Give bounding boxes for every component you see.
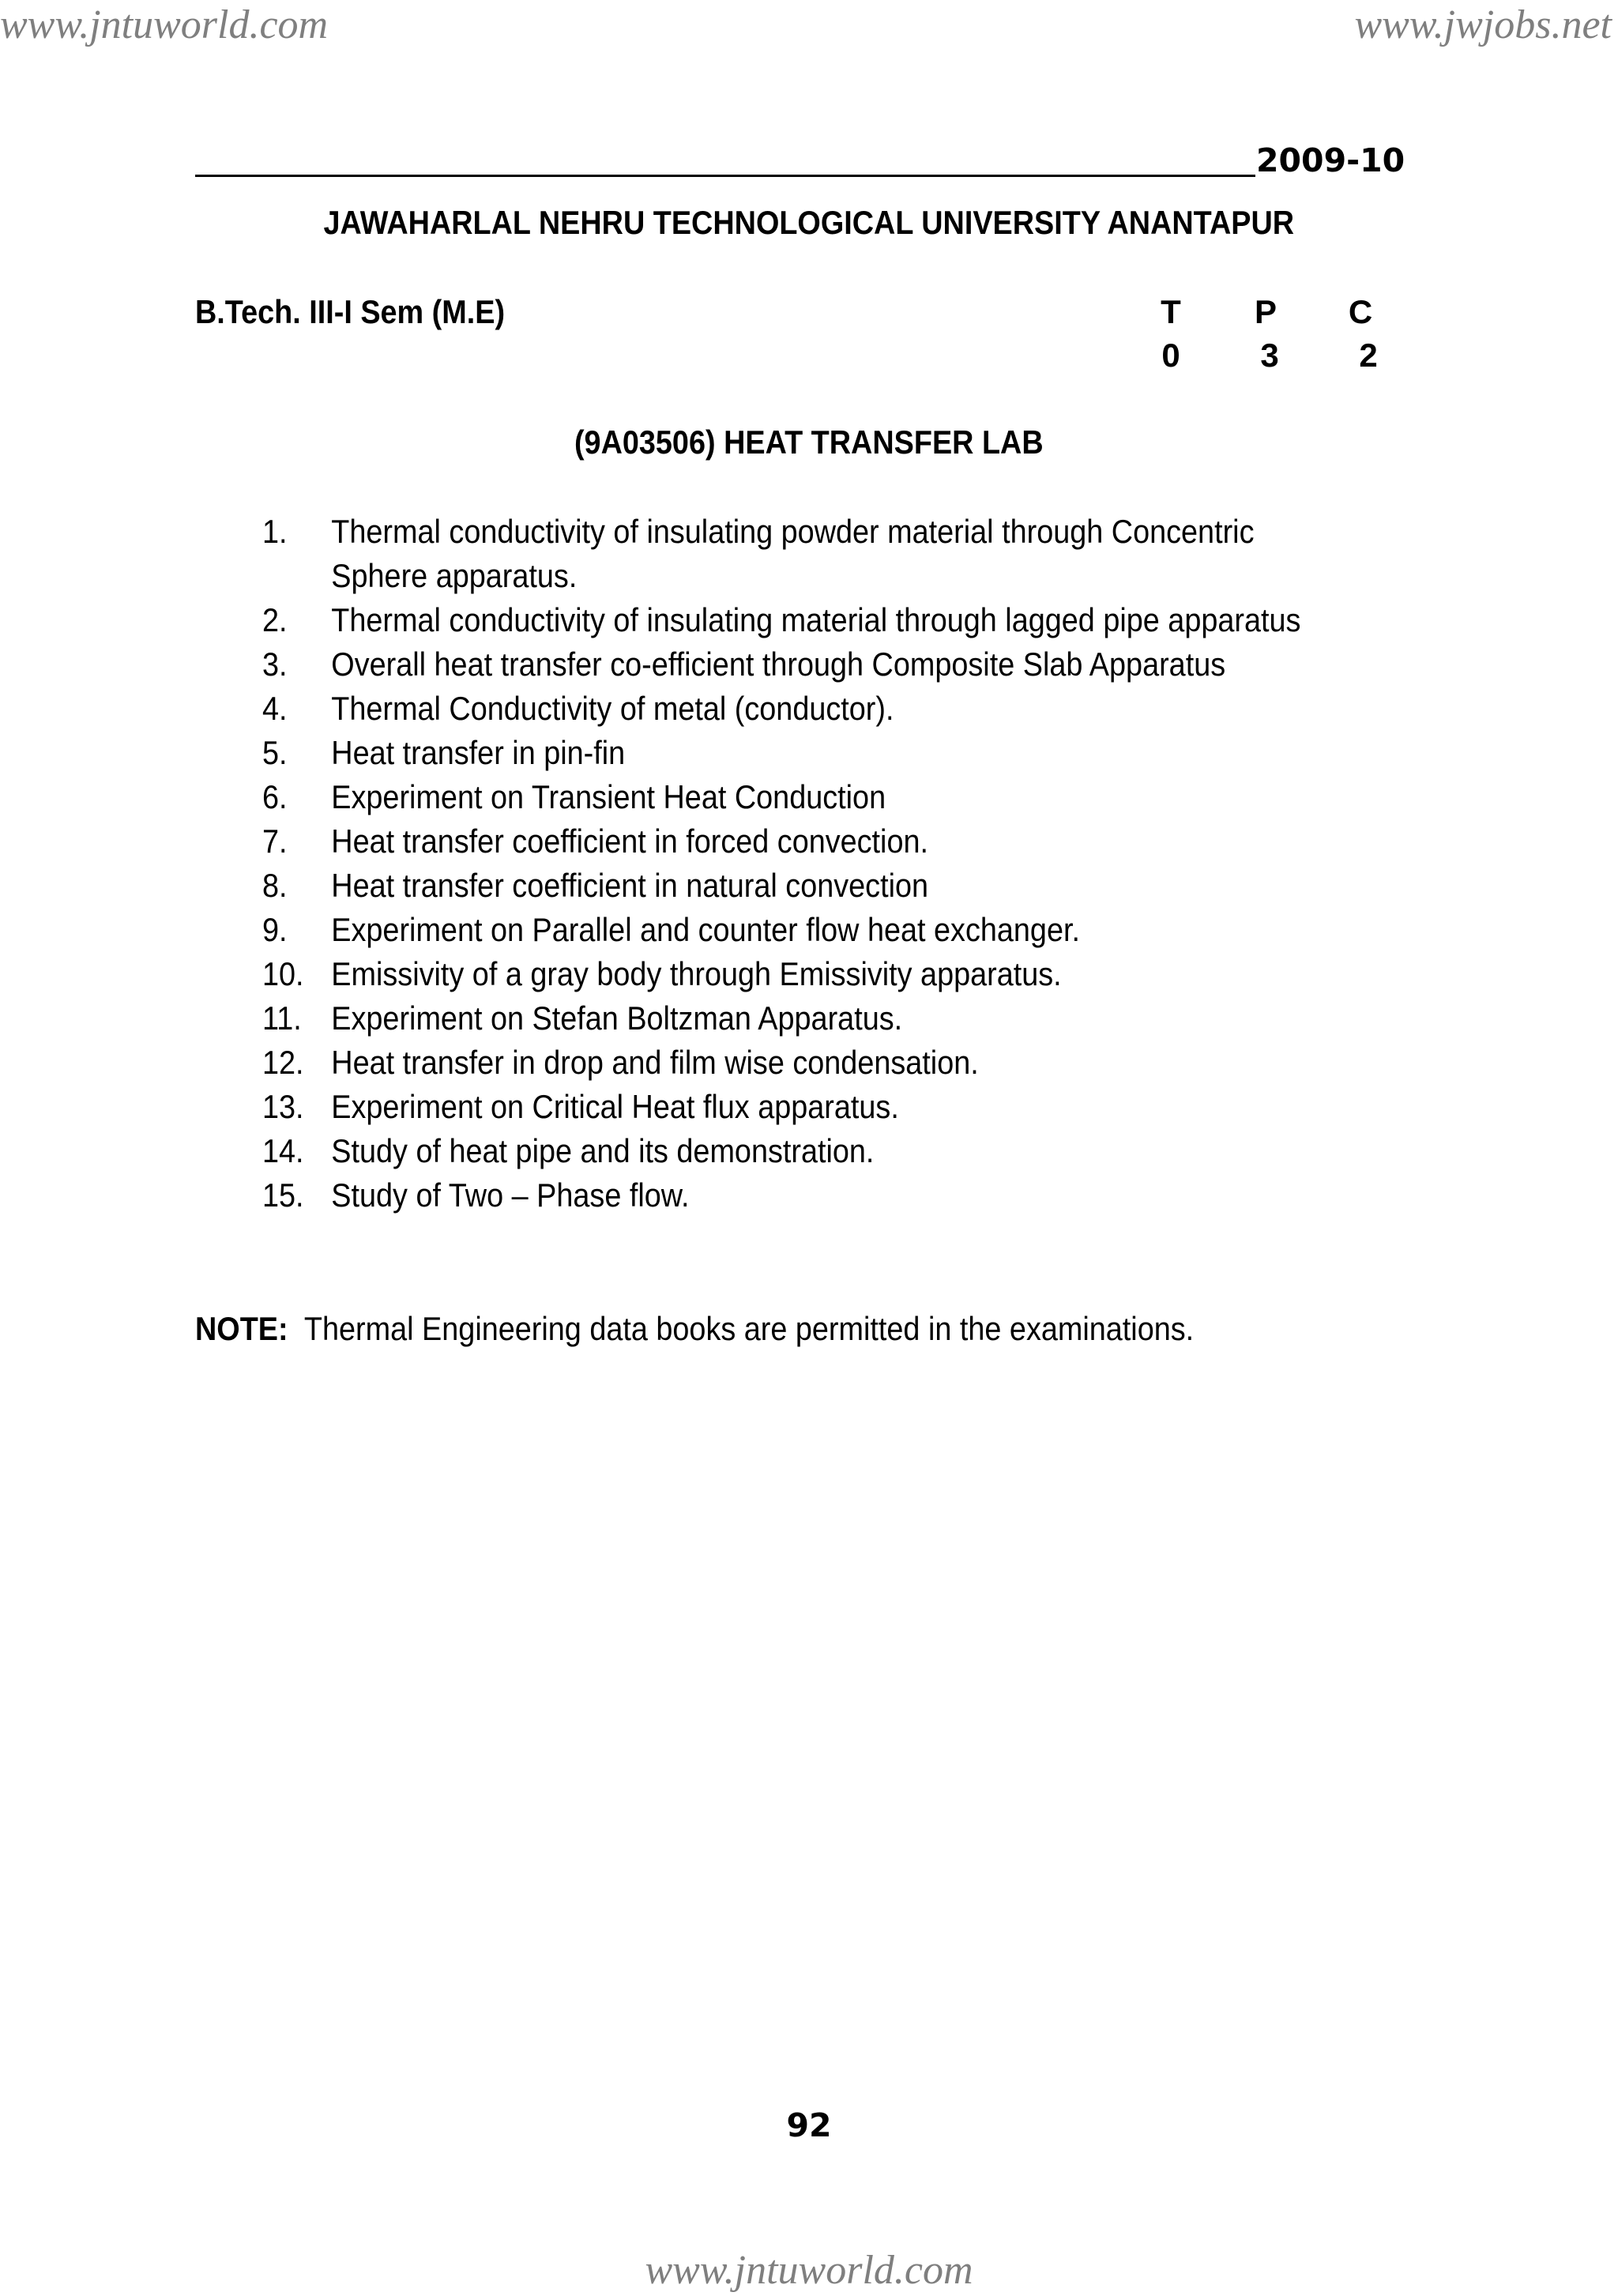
list-item-number: 3. xyxy=(262,646,288,683)
watermark-top-left: www.jntuworld.com xyxy=(0,2,329,47)
list-item-number: 14. xyxy=(262,1132,304,1169)
list-item-text: Experiment on Transient Heat Conduction xyxy=(331,778,886,815)
list-item xyxy=(262,996,1329,1041)
watermark-bottom: www.jntuworld.com xyxy=(645,2248,973,2293)
list-item-number: 10. xyxy=(262,955,304,992)
list-item-text: Study of Two – Phase flow. xyxy=(331,1176,690,1214)
tpc-header-p: P xyxy=(1254,293,1277,330)
list-item-number: 2. xyxy=(262,601,288,638)
university-name: JAWAHARLAL NEHRU TECHNOLOGICAL UNIVERSITY ANANTAPUR xyxy=(323,204,1295,241)
page-number: 92 xyxy=(786,2106,832,2144)
list-item xyxy=(262,864,1329,908)
list-item-text: Experiment on Parallel and counter flow heat exchanger. xyxy=(331,911,1080,948)
list-item-text: Heat transfer in drop and film wise condensation. xyxy=(331,1044,979,1081)
semester-label: B.Tech. III-I Sem (M.E) xyxy=(195,293,506,330)
list-item xyxy=(262,819,1329,864)
list-item xyxy=(262,642,1329,687)
list-item-text: Heat transfer in pin-fin xyxy=(331,734,626,771)
watermark-top-right: www.jwjobs.net xyxy=(1354,2,1612,47)
note-text: Thermal Engineering data books are permitted in the examinations. xyxy=(303,1310,1195,1347)
list-item-text: Experiment on Stefan Boltzman Apparatus. xyxy=(331,999,903,1037)
list-item-number: 13. xyxy=(262,1088,304,1125)
list-item-number: 11. xyxy=(262,999,302,1037)
list-item xyxy=(262,1173,1329,1218)
tpc-value-c: 2 xyxy=(1359,337,1378,374)
list-item-number: 7. xyxy=(262,822,288,860)
list-item xyxy=(262,1129,1329,1173)
list-item xyxy=(262,598,1329,642)
list-item-text: Emissivity of a gray body through Emissivity apparatus. xyxy=(331,955,1062,992)
exam-note xyxy=(195,1307,1194,1351)
header-rule xyxy=(195,175,1255,177)
list-item-text: Thermal Conductivity of metal (conductor). xyxy=(331,690,894,727)
list-item-text: Experiment on Critical Heat flux apparatus. xyxy=(331,1088,899,1125)
list-item-text: Heat transfer coefficient in forced convection. xyxy=(331,822,929,860)
list-item-number: 4. xyxy=(262,690,288,727)
tpc-value-p: 3 xyxy=(1260,337,1279,374)
course-title: (9A03506) HEAT TRANSFER LAB xyxy=(574,423,1044,461)
experiment-list xyxy=(262,510,1329,1218)
list-item-text: Overall heat transfer co-efficient through Composite Slab Apparatus xyxy=(331,646,1226,683)
list-item-number: 8. xyxy=(262,867,288,904)
tpc-header-c: C xyxy=(1348,293,1373,330)
list-item-text: Thermal conductivity of insulating material through lagged pipe apparatus xyxy=(331,601,1301,638)
year-header xyxy=(195,141,1404,180)
academic-year: 2009-10 xyxy=(1256,141,1405,179)
list-item xyxy=(262,1041,1329,1085)
note-label: NOTE: xyxy=(195,1310,288,1347)
list-item xyxy=(262,687,1329,731)
list-item-number: 6. xyxy=(262,778,288,815)
list-item xyxy=(262,731,1329,775)
list-item-text: Thermal conductivity of insulating powder material through Concentric Sphere apparatus. xyxy=(331,513,1255,594)
list-item-number: 15. xyxy=(262,1176,304,1214)
list-item xyxy=(262,952,1329,996)
tpc-value-t: 0 xyxy=(1161,337,1180,374)
list-item xyxy=(262,775,1329,819)
list-item-number: 5. xyxy=(262,734,288,771)
list-item xyxy=(262,1085,1329,1129)
list-item-number: 12. xyxy=(262,1044,304,1081)
list-item-number: 9. xyxy=(262,911,288,948)
tpc-header-t: T xyxy=(1161,293,1181,330)
list-item-text: Heat transfer coefficient in natural convection xyxy=(331,867,929,904)
list-item xyxy=(262,510,1329,598)
list-item xyxy=(262,908,1329,952)
list-item-text: Study of heat pipe and its demonstration. xyxy=(331,1132,875,1169)
list-item-number: 1. xyxy=(262,513,288,550)
